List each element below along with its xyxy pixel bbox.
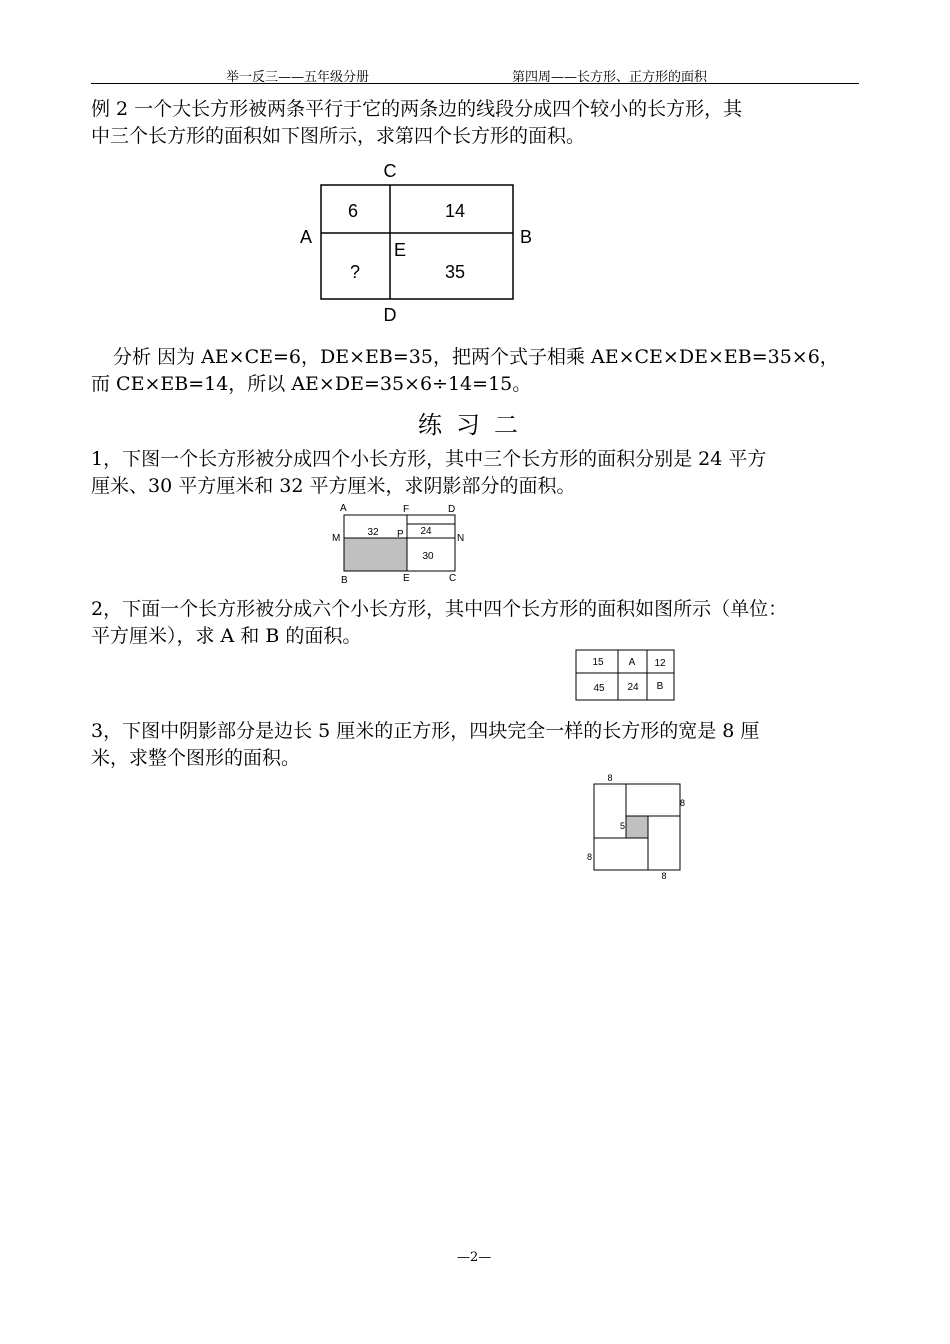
q2-cell-12: 12 xyxy=(654,658,666,669)
q1-line2: 厘米、30 平方厘米和 32 平方厘米，求阴影部分的面积。 xyxy=(91,475,576,497)
header-right: 第四周——长方形、正方形的面积 xyxy=(512,70,708,85)
cell-bottom-left: ? xyxy=(349,262,361,282)
q1-cell-30: 30 xyxy=(422,551,434,562)
q2-cell-a: A xyxy=(628,657,636,668)
q1-label-m: M xyxy=(332,533,341,544)
q3-label-top: 8 xyxy=(607,773,613,783)
q3-label-left: 8 xyxy=(587,852,593,862)
q2-cell-45: 45 xyxy=(593,683,605,694)
example-text-line1: 例 2 一个大长方形被两条平行于它的两条边的线段分成四个较小的长方形，其 xyxy=(91,98,743,120)
analysis-line1: 分析 因为 AE×CE=6，DE×EB=35，把两个式子相乘 AE×CE×DE×EB=35×6， xyxy=(113,346,839,368)
example-figure xyxy=(290,158,550,328)
q1-label-b: B xyxy=(341,575,348,586)
label-a: A xyxy=(300,227,313,247)
q3-figure xyxy=(580,770,690,882)
header-left: 举一反三——五年级分册 xyxy=(226,70,370,85)
q2-figure xyxy=(574,648,678,704)
example-text-line2: 中三个长方形的面积如下图所示，求第四个长方形的面积。 xyxy=(91,125,586,147)
exercise-title: 练习二 xyxy=(418,411,532,439)
label-b: B xyxy=(520,227,533,247)
label-e: E xyxy=(394,240,407,260)
q1-shaded-region xyxy=(344,538,407,571)
analysis-line2: 而 CE×EB=14，所以 AE×DE=35×6÷14=15。 xyxy=(91,373,532,395)
cell-bottom-right: 35 xyxy=(444,262,466,282)
q1-label-c: C xyxy=(449,573,457,584)
page-number: —2— xyxy=(457,1250,492,1265)
q3-line1: 3，下图中阴影部分是边长 5 厘米的正方形，四块完全一样的长方形的宽是 8 厘 xyxy=(91,720,760,742)
q1-label-d: D xyxy=(448,504,456,515)
q3-label-right: 8 xyxy=(680,798,686,808)
q1-label-n: N xyxy=(457,533,465,544)
q2-line2: 平方厘米），求 A 和 B 的面积。 xyxy=(91,625,362,647)
q3-shaded-square xyxy=(626,816,648,838)
label-d: D xyxy=(383,305,397,325)
q3-label-center: 5 xyxy=(620,821,626,831)
q2-cell-24: 24 xyxy=(627,682,639,693)
q1-label-f: F xyxy=(403,504,410,515)
q3-line2: 米，求整个图形的面积。 xyxy=(91,747,301,769)
q1-label-a: A xyxy=(340,503,347,514)
q1-label-p: P xyxy=(397,529,404,540)
header-rule xyxy=(91,83,859,84)
q1-cell-24: 24 xyxy=(420,526,432,537)
q1-figure xyxy=(330,500,470,590)
q1-cell-32: 32 xyxy=(367,527,379,538)
label-c: C xyxy=(383,161,397,181)
q2-line1: 2，下面一个长方形被分成六个小长方形，其中四个长方形的面积如图所示（单位： xyxy=(91,598,788,620)
cell-top-right: 14 xyxy=(444,201,466,221)
q1-label-e: E xyxy=(403,573,410,584)
q2-cell-15: 15 xyxy=(592,657,604,668)
cell-top-left: 6 xyxy=(347,201,359,221)
q2-cell-b: B xyxy=(656,681,664,692)
q1-line1: 1，下图一个长方形被分成四个小长方形，其中三个长方形的面积分别是 24 平方 xyxy=(91,448,767,470)
q3-label-bottom: 8 xyxy=(661,871,667,881)
